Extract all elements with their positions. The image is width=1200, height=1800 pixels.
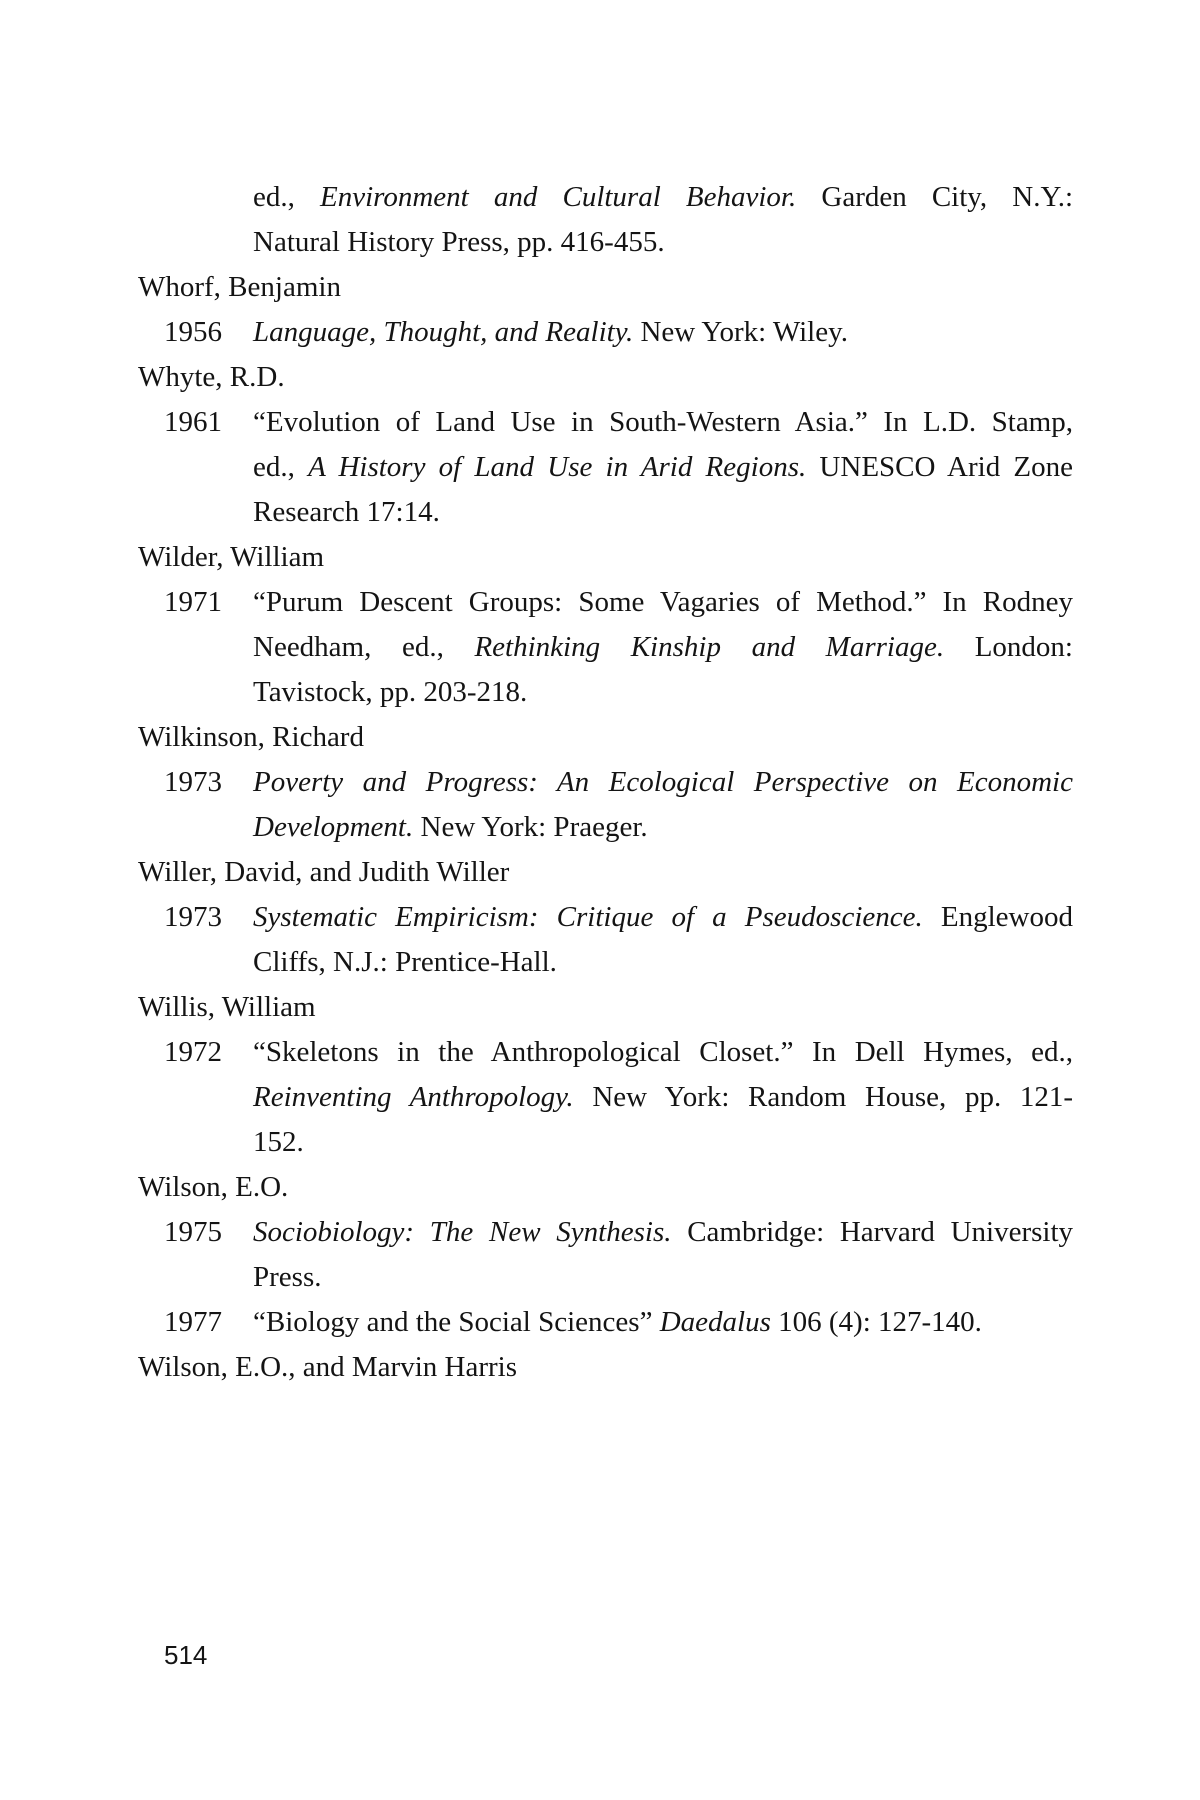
reference-line: “Skeletons in the Anthropological Closet.” In Dell Hymes, ed., [253,1036,1073,1068]
author-heading: Whorf, Benjamin [138,271,341,303]
reference-line: ed., A History of Land Use in Arid Regions. UNESCO Arid Zone [253,451,1073,483]
reference-year: 1973 [164,766,222,798]
reference-line: Natural History Press, pp. 416-455. [253,226,665,258]
author-heading: Wilder, William [138,541,325,573]
reference-line: Development. New York: Praeger. [253,811,648,843]
reference-year: 1971 [164,586,222,618]
reference-year: 1975 [164,1216,222,1248]
reference-line: Sociobiology: The New Synthesis. Cambridge: Harvard University [253,1216,1073,1248]
reference-line: Needham, ed., Rethinking Kinship and Marriage. London: [253,631,1073,663]
reference-line: “Biology and the Social Sciences” Daedalus 106 (4): 127-140. [253,1306,982,1338]
reference-line: Poverty and Progress: An Ecological Perspective on Economic [253,766,1073,798]
reference-line: Systematic Empiricism: Critique of a Pseudoscience. Englewood [253,901,1073,933]
reference-year: 1956 [164,316,222,348]
reference-year: 1973 [164,901,222,933]
reference-year: 1972 [164,1036,222,1068]
reference-line: “Evolution of Land Use in South-Western Asia.” In L.D. Stamp, [253,406,1073,438]
author-heading: Wilkinson, Richard [138,721,364,753]
reference-line: Tavistock, pp. 203-218. [253,676,528,708]
page-number: 514 [164,1640,208,1670]
reference-line: Press. [253,1261,322,1293]
reference-line: Reinventing Anthropology. New York: Random House, pp. 121- [253,1081,1073,1113]
reference-line: Research 17:14. [253,496,440,528]
reference-line: 152. [253,1126,304,1158]
reference-line: “Purum Descent Groups: Some Vagaries of Method.” In Rodney [253,586,1073,618]
author-heading: Whyte, R.D. [138,361,285,393]
author-heading: Wilson, E.O., and Marvin Harris [138,1351,517,1383]
reference-line: Language, Thought, and Reality. New York: Wiley. [253,316,848,348]
reference-year: 1977 [164,1306,222,1338]
reference-year: 1961 [164,406,222,438]
reference-line: Cliffs, N.J.: Prentice-Hall. [253,946,557,978]
author-heading: Willis, William [138,991,316,1023]
reference-line: ed., Environment and Cultural Behavior. Garden City, N.Y.: [253,181,1073,213]
author-heading: Willer, David, and Judith Willer [138,856,510,888]
author-heading: Wilson, E.O. [138,1171,289,1203]
